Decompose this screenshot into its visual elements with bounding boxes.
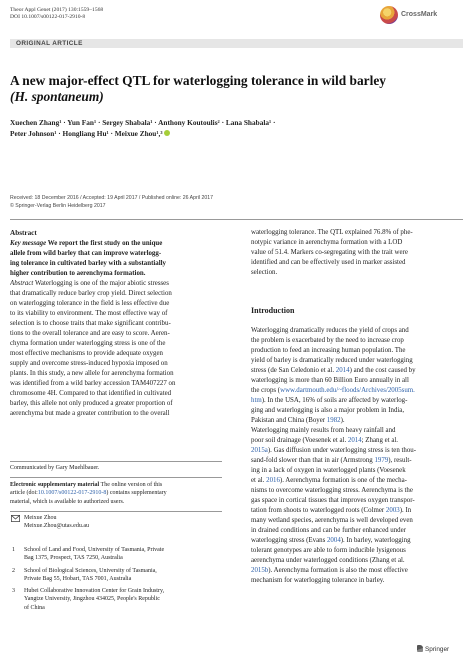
intro-line — [251, 396, 463, 406]
publication-dates: Received: 18 December 2016 / Accepted: 19 April 2017 / Published online: 26 April 2017 — [10, 195, 214, 201]
intro-text: ). Aerenchyma formation is also the most effective — [268, 567, 408, 574]
intro-text: nisms to overcome waterlogging stress. Aerenchyma is the — [251, 487, 413, 494]
affiliation-line: of China — [24, 604, 45, 611]
article-doi[interactable]: DOI 10.1007/s00122-017-2910-8 — [10, 14, 86, 20]
citation-link[interactable]: 2015a — [251, 447, 268, 454]
intro-text: gas space in cortical tissues that improves oxygen transpor- — [251, 497, 415, 504]
abstract-line — [10, 379, 222, 389]
abstract-text: We report the first study on the unique — [46, 240, 163, 247]
communicated-note: Communicated by Gary Muehlbauer. — [10, 465, 100, 471]
envelope-icon — [11, 515, 20, 522]
abstract-line — [10, 389, 222, 399]
corresponding-author — [10, 514, 222, 531]
article-type-label: ORIGINAL ARTICLE — [16, 40, 83, 47]
intro-line — [251, 436, 463, 446]
citation-link[interactable]: 1982 — [326, 417, 341, 424]
intro-line — [251, 556, 463, 566]
affiliation-line: Hubei Collaborative Innovation Center for Grain Industry, — [24, 588, 165, 595]
intro-line — [251, 336, 463, 346]
contact-name: Meixue Zhou — [24, 515, 57, 521]
abstract-line — [10, 319, 222, 329]
intro-line — [251, 376, 463, 386]
intro-line — [251, 446, 463, 456]
intro-text: ). Gas diffusion under waterlogging stress is ten thou- — [267, 447, 417, 454]
affiliation-number: 1 — [12, 547, 15, 553]
footnote-divider — [10, 461, 222, 462]
esm-text-1: The online version of this — [99, 482, 163, 488]
intro-text: ) and the cost caused by — [349, 367, 416, 374]
title-line-2: (H. spontaneum) — [10, 89, 104, 104]
intro-line — [251, 346, 463, 356]
intro-text: sand-fold slower than that in air (Armstrong — [251, 457, 375, 464]
affiliation-item — [10, 546, 222, 563]
abstract-line: identified and can be effectively used in marker assisted — [251, 259, 406, 266]
crossmark-label: CrossMark — [401, 11, 438, 18]
intro-text: tation from shoots to waterlogged roots (Colmer — [251, 507, 386, 514]
intro-line — [251, 386, 463, 396]
intro-line — [251, 516, 463, 526]
intro-text: ). — [340, 417, 345, 424]
affiliation-line: School of Land and Food, University of Tasmania, Private — [24, 547, 165, 553]
citation-link[interactable]: 2004 — [326, 537, 341, 544]
title-line-1: A new major-effect QTL for waterlogging tolerance in wild barley — [10, 73, 386, 88]
copyright-notice: © Springer-Verlag Berlin Heidelberg 2017 — [10, 203, 106, 209]
abstract-line — [10, 309, 222, 319]
citation-link[interactable]: 2014 — [335, 367, 350, 374]
abstract-line — [10, 369, 222, 379]
intro-line — [251, 576, 463, 586]
journal-citation: Theor Appl Genet (2017) 130:1559–1568 — [10, 7, 104, 13]
key-message-text: ing tolerance in cultivated barley with a substantially — [10, 260, 166, 267]
intro-text: ). In the USA, 16% of soils are affected by waterlog- — [261, 397, 408, 404]
citation-link[interactable]: 1979 — [374, 457, 389, 464]
intro-line — [251, 406, 463, 416]
abstract-continued — [251, 228, 463, 278]
abstract-text: Waterlogging is one of the major abiotic stresses — [33, 280, 169, 287]
contact-email[interactable]: Meixue.Zhou@utas.edu.au — [24, 523, 90, 530]
author-list — [10, 117, 460, 139]
abstract-line: notypic variance in aerenchyma formation with a LOD — [251, 239, 403, 246]
esm-text-2a: article (doi: — [10, 490, 38, 497]
esm-line-1 — [10, 481, 222, 489]
introduction-body — [251, 326, 463, 586]
abstract-line — [10, 409, 222, 419]
abstract-text: supply and overcome stress-induced hypoxia imposed on — [10, 360, 168, 367]
intro-line — [251, 566, 463, 576]
abstract-line: value of 51.4. Markers co-segregating with the trait were — [251, 249, 408, 256]
abstract-text: to its viability to environment. The most effective way of — [10, 310, 168, 317]
abstract-text: most effective mechanisms to provide adequate oxygen — [10, 350, 163, 357]
intro-text: the problem is exacerbated by the need to increase crop — [251, 337, 404, 344]
abstract-text: barley, this allele not only produced a greater proportion of — [10, 400, 173, 407]
intro-text: production to feed an increasing human population. The — [251, 347, 406, 354]
intro-text: the crops ( — [251, 387, 281, 394]
abstract-line — [10, 299, 222, 309]
affiliation-item — [10, 567, 222, 584]
abstract-text: chyma formation under waterlogging stress is one of the — [10, 340, 166, 347]
esm-text-2b: ) contains supplementary — [106, 490, 167, 497]
abstract-text: selection is to choose traits that make significant contribu- — [10, 320, 171, 327]
citation-link[interactable]: 2016 — [266, 477, 280, 484]
intro-text: ging and waterlogging is also a major problem in India, — [251, 407, 405, 414]
intro-text: yield of barley is dramatically reduced under waterlogging — [251, 357, 413, 364]
abstract-text: plants. In this study, a new allele for aerenchyma formation — [10, 370, 174, 377]
abstract-text: chromosome 4H. Compared to that identified in cultivated — [10, 390, 172, 397]
intro-text: poor soil drainage (Voesenek et al. — [251, 437, 348, 444]
affiliation-number: 2 — [12, 567, 15, 574]
affiliation-line: Yangtze University, Jingzhou 434025, People's Republic — [24, 596, 160, 603]
abstract-line — [10, 269, 222, 279]
intro-text: waterlogging is more than 60 Billion Euro annually in all — [251, 377, 409, 384]
authors-line-1: Xuechen Zhang¹ · Yun Fan¹ · Sergey Shabala¹ · Anthony Koutoulis² · Lana Shabala¹ · — [10, 118, 276, 127]
abstract-line — [10, 399, 222, 409]
abstract-heading: Abstract — [10, 229, 37, 237]
abstract-line: waterlogging tolerance. The QTL explained 76.8% of phe- — [251, 229, 413, 236]
key-message-text: higher contribution to aerenchyma formation. — [10, 270, 146, 277]
intro-line — [251, 546, 463, 556]
citation-link[interactable]: 2014 — [347, 437, 362, 444]
citation-link[interactable]: 2015b — [251, 567, 269, 574]
intro-line — [251, 536, 463, 546]
affiliations — [10, 546, 222, 616]
abstract-section — [10, 228, 222, 419]
citation-link[interactable]: 2003 — [385, 507, 400, 514]
key-message-text: allele from wild barley that can improve waterlogg- — [10, 250, 162, 257]
intro-text: aerenchyma under waterlogged conditions (Zhang et al. — [251, 557, 405, 564]
abstract-text: was identified from a wild barley accession TAM407227 on — [10, 380, 176, 387]
intro-line — [251, 366, 463, 376]
intro-line — [251, 456, 463, 466]
intro-text: et al. — [251, 477, 267, 484]
intro-text: many wetland species, aerenchyma is well developed even — [251, 517, 413, 524]
authors-line-2-text: Peter Johnson¹ · Hongliang Hu¹ · Meixue Zhou¹,³ — [10, 129, 163, 138]
abstract-text: on waterlogging tolerance in the field is less effective due — [10, 300, 170, 307]
intro-line — [251, 356, 463, 366]
contact-divider — [10, 511, 222, 512]
esm-note — [10, 481, 222, 506]
citation-link[interactable]: htm — [251, 397, 262, 404]
esm-label: Electronic supplementary material — [10, 482, 100, 488]
article-type-band — [10, 39, 463, 48]
abstract-text: aerenchyma but made a greater contribution to the overall — [10, 410, 170, 417]
intro-line — [251, 416, 463, 426]
affiliation-item — [10, 587, 222, 612]
affiliation-line: Private Bag 55, Hobart, TAS 7001, Australia — [24, 575, 132, 582]
publisher-logo — [417, 645, 449, 653]
esm-line-2 — [10, 489, 222, 497]
intro-line — [251, 326, 463, 336]
abstract-line — [10, 349, 222, 359]
springer-horse-icon — [417, 645, 423, 652]
intro-text: ). Aerenchyma formation is one of the mecha- — [279, 477, 407, 484]
abstract-line — [10, 249, 222, 259]
introduction-heading: Introduction — [251, 306, 295, 315]
abstract-line — [10, 339, 222, 349]
abstract-line — [10, 289, 222, 299]
orcid-icon[interactable] — [164, 130, 170, 136]
crossmark-icon — [380, 6, 398, 24]
intro-text: ). In barley, waterlogging — [340, 537, 411, 544]
abstract-line — [10, 329, 222, 339]
intro-text: Waterlogging dramatically reduces the yield of crops and — [251, 327, 409, 334]
intro-text: ). In — [399, 507, 412, 514]
crossmark-badge[interactable] — [380, 6, 456, 26]
abstract-line: selection. — [251, 269, 278, 276]
intro-line — [251, 526, 463, 536]
intro-text: Pakistan and China (Boyer — [251, 417, 327, 424]
intro-line — [251, 496, 463, 506]
abstract-line — [10, 279, 222, 289]
intro-text: waterlogging stress (Evans — [251, 537, 327, 544]
intro-text: tolerant genotypes are able to form inducible lysigenous — [251, 547, 406, 554]
citation-link[interactable]: www.dartmouth.edu/~floods/Archives/2005sum. — [280, 387, 415, 394]
intro-line — [251, 506, 463, 516]
header-divider — [10, 219, 463, 220]
affiliation-number: 3 — [12, 588, 15, 595]
abstract-line — [10, 239, 222, 249]
authors-line-2 — [10, 128, 460, 139]
intro-text: in drained conditions and can be further enhanced under — [251, 527, 406, 534]
esm-line-3: material, which is available to authorized users. — [10, 498, 125, 505]
intro-text: mechanism for waterlogging tolerance in barley. — [251, 577, 385, 584]
intro-text: ; Zhang et al. — [361, 437, 399, 444]
affiliation-line: Bag 1375, Prospect, TAS 7250, Australia — [24, 555, 123, 562]
intro-line — [251, 486, 463, 496]
abstract-label: Abstract — [10, 280, 34, 287]
abstract-text: tions to the overall tolerance and are easy to score. Aeren- — [10, 330, 170, 337]
intro-line — [251, 466, 463, 476]
esm-divider — [10, 477, 222, 478]
intro-text: ing in a lack of oxygen in waterlogged plants (Voesenek — [251, 467, 406, 474]
article-title — [10, 73, 460, 105]
abstract-line — [10, 259, 222, 269]
intro-text: stress (de San Celedonio et al. — [251, 367, 336, 374]
intro-text: ), result- — [388, 457, 412, 464]
esm-doi-link[interactable]: 10.1007/s00122-017-2910-8 — [37, 490, 107, 497]
abstract-body — [10, 239, 222, 419]
abstract-line — [10, 359, 222, 369]
publisher-name: Springer — [425, 646, 450, 653]
key-message-label: Key message — [10, 240, 47, 247]
affiliation-line: School of Biological Sciences, University of Tasmania, — [24, 567, 157, 574]
intro-line — [251, 476, 463, 486]
intro-text: Waterlogging mainly results from heavy rainfall and — [251, 427, 396, 434]
intro-line — [251, 426, 463, 436]
abstract-text: that dramatically reduce barley crop yield. Direct selection — [10, 290, 172, 297]
